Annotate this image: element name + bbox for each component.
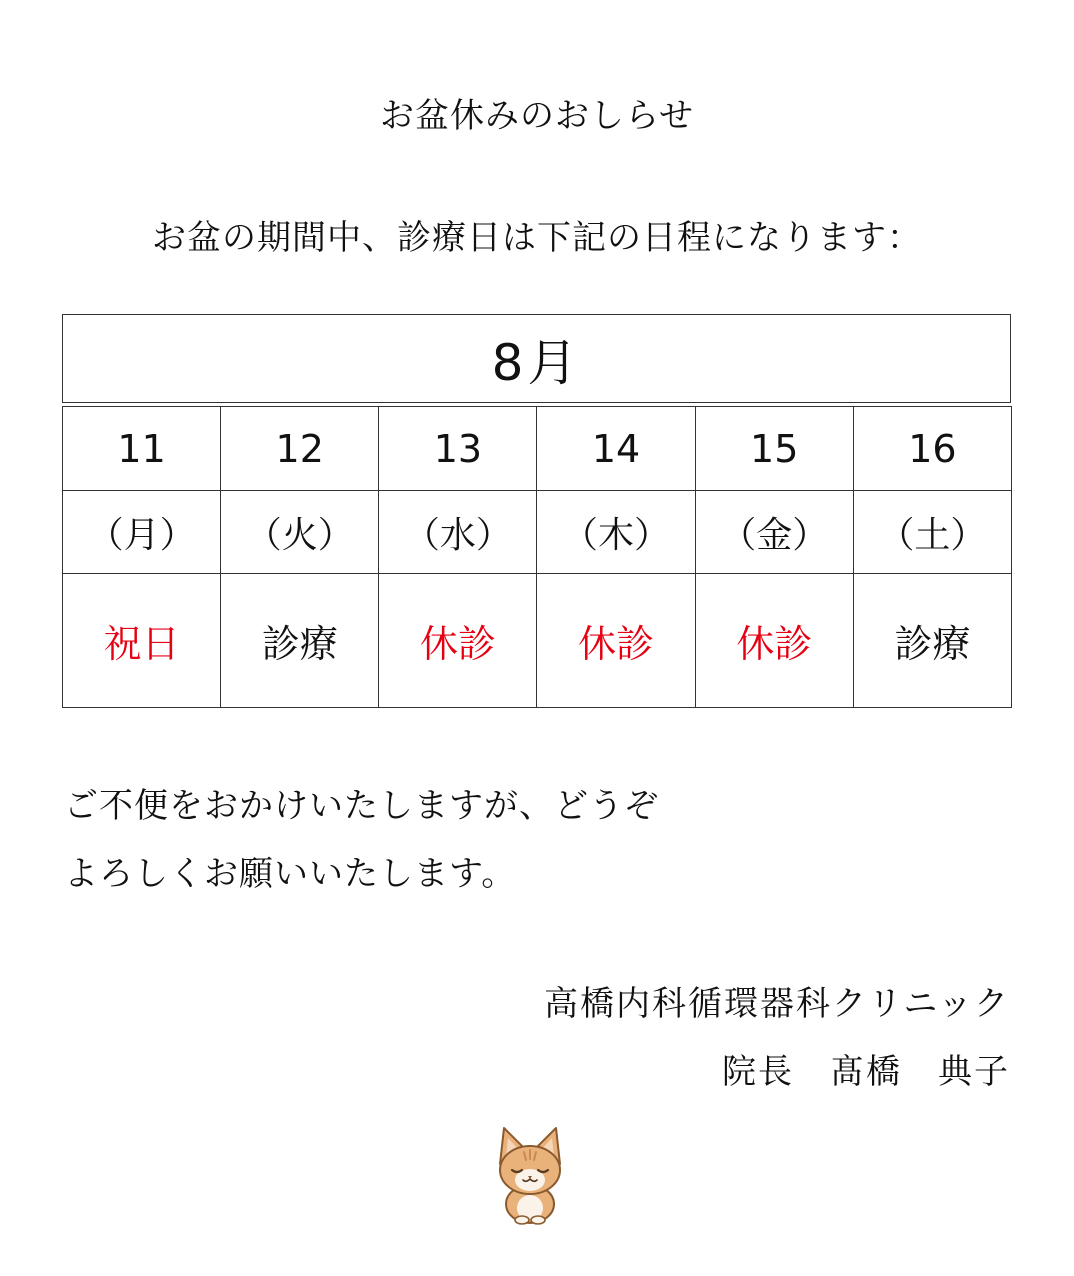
month-label: 8月 — [491, 333, 582, 392]
date-cell: 13 — [379, 407, 537, 491]
status-cell: 休診 — [379, 574, 537, 708]
status-cell: 診療 — [221, 574, 379, 708]
page-title: お盆休みのおしらせ — [380, 96, 694, 136]
schedule-table — [62, 406, 1012, 708]
signature — [544, 970, 1010, 1106]
weekday-cell: （土） — [853, 491, 1011, 574]
date-cell: 11 — [63, 407, 221, 491]
status-cell: 診療 — [853, 574, 1011, 708]
date-cell: 15 — [695, 407, 853, 491]
date-row — [63, 407, 1012, 491]
date-cell: 16 — [853, 407, 1011, 491]
apology-message — [64, 772, 659, 908]
weekday-cell: （金） — [695, 491, 853, 574]
weekday-cell: （火） — [221, 491, 379, 574]
status-row — [63, 574, 1012, 708]
status-cell: 休診 — [695, 574, 853, 708]
month-header — [62, 314, 1011, 403]
director-name: 院長 髙橋 典子 — [722, 1052, 1010, 1092]
intro-text: お盆の期間中、診療日は下記の日程になります： — [152, 218, 922, 258]
cat-mascot-icon — [490, 1122, 570, 1226]
weekday-cell: （木） — [537, 491, 695, 574]
weekday-row — [63, 491, 1012, 574]
status-cell: 祝日 — [63, 574, 221, 708]
date-cell: 14 — [537, 407, 695, 491]
message-line: ご不便をおかけいたしますが、どうぞ — [64, 786, 659, 826]
message-line: よろしくお願いいたします。 — [64, 854, 517, 894]
clinic-name: 高橋内科循環器科クリニック — [544, 984, 1010, 1024]
date-cell: 12 — [221, 407, 379, 491]
weekday-cell: （水） — [379, 491, 537, 574]
status-cell: 休診 — [537, 574, 695, 708]
weekday-cell: （月） — [63, 491, 221, 574]
